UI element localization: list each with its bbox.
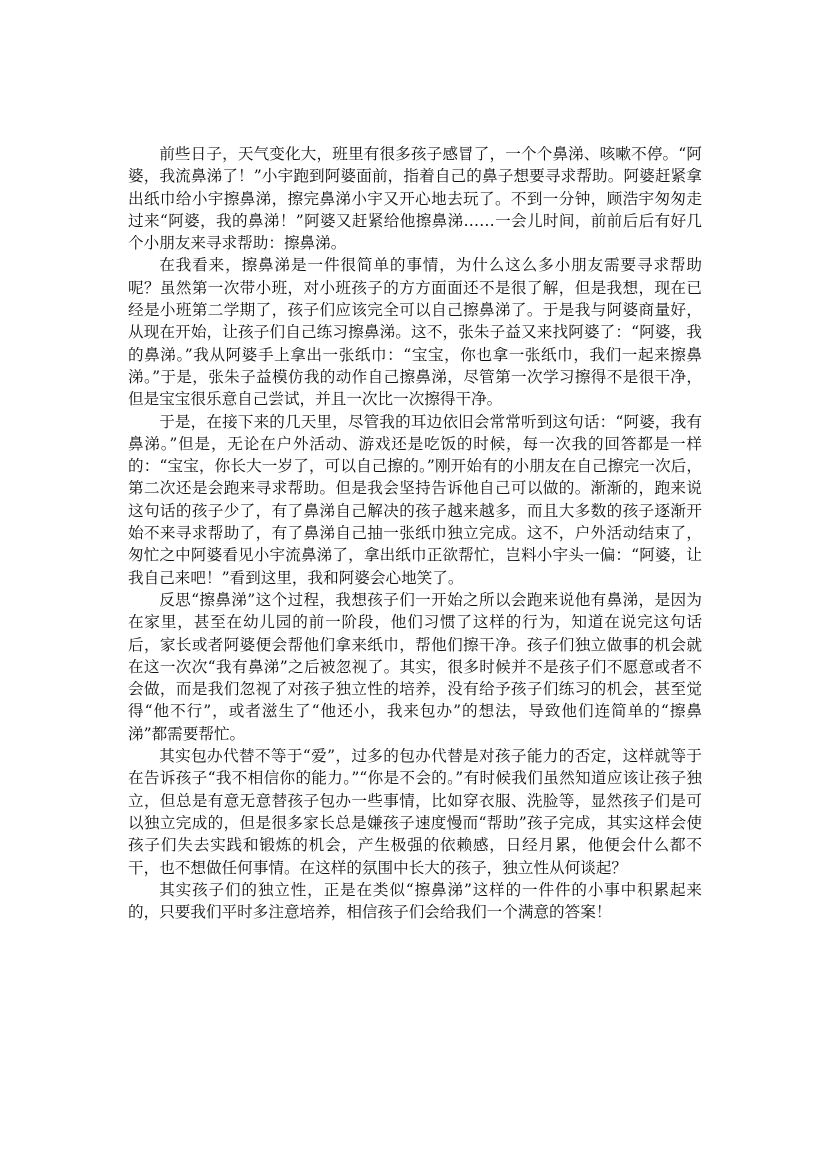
paragraph-1: 前些日子，天气变化大，班里有很多孩子感冒了，一个个鼻涕、咳嗽不停。“阿婆，我流鼻涕了！”小宇跑到阿婆面前，指着自己的鼻子想要寻求帮助。阿婆赶紧拿出纸巾给小宇擦鼻涕，擦完鼻涕小宇又开心地去玩了。不到一分钟，顾浩宇匆匆走过来“阿婆，我的鼻涕！”阿婆又赶紧给他擦鼻涕……一会儿时间，前前后后有好几个小朋友来寻求帮助：擦鼻涕。 [128,145,702,253]
paragraph-6: 其实孩子们的独立性，正是在类似“擦鼻涕”这样的一件件的小事中积累起来的，只要我们平时多注意培养，相信孩子们会给我们一个满意的答案！ [128,880,702,922]
article-body [128,143,702,923]
paragraph-5: 其实包办代替不等于“爱”，过多的包办代替是对孩子能力的否定，这样就等于在告诉孩子“我不相信你的能力。”“你是不会的。”有时候我们虽然知道应该让孩子独立，但总是有意无意替孩子包办一些事情，比如穿衣服、洗脸等，显然孩子们是可以独立完成的，但是很多家长总是嫌孩子速度慢而“帮助”孩子完成，其实这样会使孩子们失去实践和锻炼的机会，产生极强的依赖感，日经月累，他便会什么都不干，也不想做任何事情。在这样的氛围中长大的孩子，独立性从何谈起？ [128,747,702,877]
paragraph-2: 在我看来，擦鼻涕是一件很简单的事情，为什么这么多小朋友需要寻求帮助呢？虽然第一次带小班，对小班孩子的方方面面还不是很了解，但是我想，现在已经是小班第二学期了，孩子们应该完全可以自己擦鼻涕了。于是我与阿婆商量好，从现在开始，让孩子们自己练习擦鼻涕。这不，张朱子益又来找阿婆了：“阿婆，我的鼻涕。”我从阿婆手上拿出一张纸巾：“宝宝，你也拿一张纸巾，我们一起来擦鼻涕。”于是，张朱子益模仿我的动作自己擦鼻涕，尽管第一次学习擦得不是很干净，但是宝宝很乐意自己尝试，并且一次比一次擦得干净。 [128,256,702,409]
paragraph-4: 反思“擦鼻涕”这个过程，我想孩子们一开始之所以会跑来说他有鼻涕，是因为在家里，甚至在幼儿园的前一阶段，他们习惯了这样的行为，知道在说完这句话后，家长或者阿婆便会帮他们拿来纸巾，帮他们擦干净。孩子们独立做事的机会就在这一次次“我有鼻涕”之后被忽视了。其实，很多时候并不是孩子们不愿意或者不会做，而是我们忽视了对孩子独立性的培养，没有给予孩子们练习的机会，甚至觉得“他不行”，或者滋生了“他还小，我来包办”的想法，导致他们连简单的“擦鼻涕”都需要帮忙。 [128,590,702,743]
paragraph-3: 于是，在接下来的几天里，尽管我的耳边依旧会常常听到这句话：“阿婆，我有鼻涕。”但是，无论在户外活动、游戏还是吃饭的时候，每一次我的回答都是一样的：“宝宝，你长大一岁了，可以自己擦的。”刚开始有的小朋友在自己擦完一次后，第二次还是会跑来寻求帮助。但是我会坚持告诉他自己可以做的。渐渐的，跑来说这句话的孩子少了，有了鼻涕自己解决的孩子越来越多，而且大多数的孩子逐渐开始不来寻求帮助了，有了鼻涕自己抽一张纸巾独立完成。这不，户外活动结束了，匆忙之中阿婆看见小宇流鼻涕了，拿出纸巾正欲帮忙，岂料小宇头一偏：“阿婆，让我自己来吧！”看到这里，我和阿婆会心地笑了。 [128,412,702,587]
